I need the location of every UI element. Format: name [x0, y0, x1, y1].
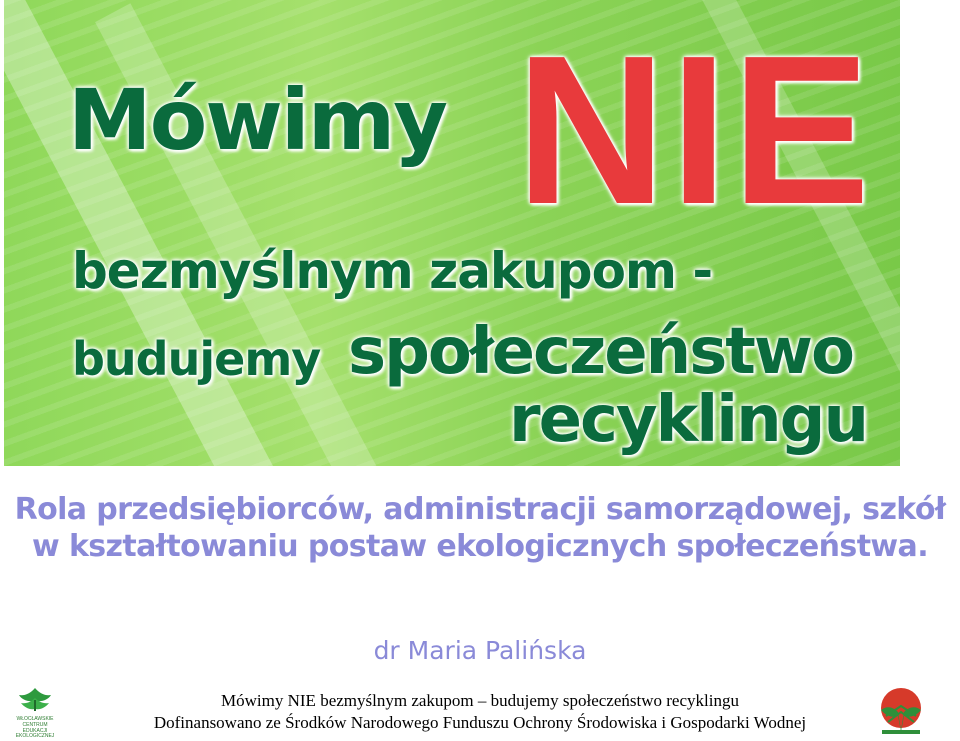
nfosigw-logo-icon: [876, 686, 926, 736]
leaf-logo-icon: [10, 686, 60, 740]
campaign-banner: [4, 0, 900, 466]
banner-word-budujemy: budujemy: [72, 332, 321, 386]
logo-left-text-3: EDUKACJI: [22, 727, 48, 734]
logo-left-text-1: WŁOCŁAWSKIE: [16, 716, 54, 722]
banner-word-nie: NIE: [516, 11, 875, 248]
logo-left-text-2: CENTRUM: [22, 721, 48, 728]
leaf-logo-graphic: [10, 686, 60, 712]
banner-line-bezmyslnym: bezmyślnym zakupom -: [72, 242, 713, 300]
footer: [140, 690, 820, 734]
slide-title-line-2: w kształtowaniu postaw ekologicznych społeczeństwa.: [31, 528, 928, 564]
banner-word-mowimy: Mówimy: [68, 71, 446, 169]
footer-line-1: Mówimy NIE bezmyślnym zakupom – budujemy społeczeństwo recyklingu: [221, 691, 739, 710]
nfosigw-logo-graphic: [876, 686, 926, 736]
banner-word-recyklingu: recyklingu: [509, 383, 867, 457]
slide-title: [0, 492, 960, 565]
slide-title-line-1: Rola przedsiębiorców, administracji samorządowej, szkół: [14, 492, 946, 527]
footer-line-2: Dofinansowano ze Środków Narodowego Funduszu Ochrony Środowiska i Gospodarki Wodnej: [153, 713, 807, 733]
logo-left-text-4: EKOLOGICZNEJ: [15, 733, 55, 740]
author-name: dr Maria Palińska: [373, 636, 587, 665]
banner-word-spoleczenstwo: społeczeństwo: [348, 315, 853, 389]
